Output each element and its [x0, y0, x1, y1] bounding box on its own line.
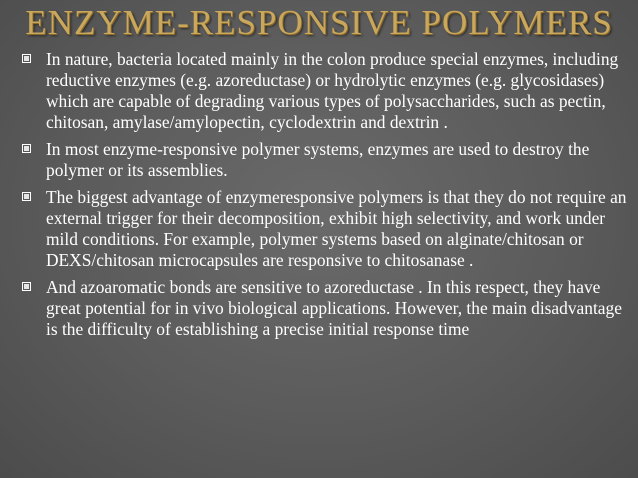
bullet-item	[22, 277, 636, 340]
square-bullet-icon	[22, 144, 31, 153]
bullet-text: The biggest advantage of enzymeresponsive polymers is that they do not require an external trigger for their decomposition, exhibit high selectivity, and work under mild conditions. For example, polymer systems based on alginate/chitosan or DEXS/chitosan microcapsules are responsive to chitosanase .	[46, 187, 627, 270]
bullet-item	[22, 139, 636, 181]
bullet-text: In nature, bacteria located mainly in the colon produce special enzymes, including reductive enzymes (e.g. azoreductase) or hydrolytic enzymes (e.g. glycosidases) which are capable of degrading various types of polysaccharides, such as pectin, chitosan, amylase/amylopectin, cyclodextrin and dextrin .	[46, 49, 619, 132]
bullet-item	[22, 49, 636, 133]
square-bullet-icon	[22, 54, 31, 63]
bullet-item	[22, 187, 636, 271]
square-bullet-icon	[22, 192, 31, 201]
bullet-list	[22, 49, 636, 346]
slide-title: ENZYME-RESPONSIVE POLYMERS	[25, 3, 613, 42]
square-bullet-icon	[22, 282, 31, 291]
bullet-text: In most enzyme-responsive polymer systems, enzymes are used to destroy the polymer or its assemblies.	[46, 139, 590, 180]
bullet-text: And azoaromatic bonds are sensitive to azoreductase . In this respect, they have great potential for in vivo biological applications. However, the main disadvantage is the difficulty of establishing a precise initial response time	[46, 277, 622, 339]
